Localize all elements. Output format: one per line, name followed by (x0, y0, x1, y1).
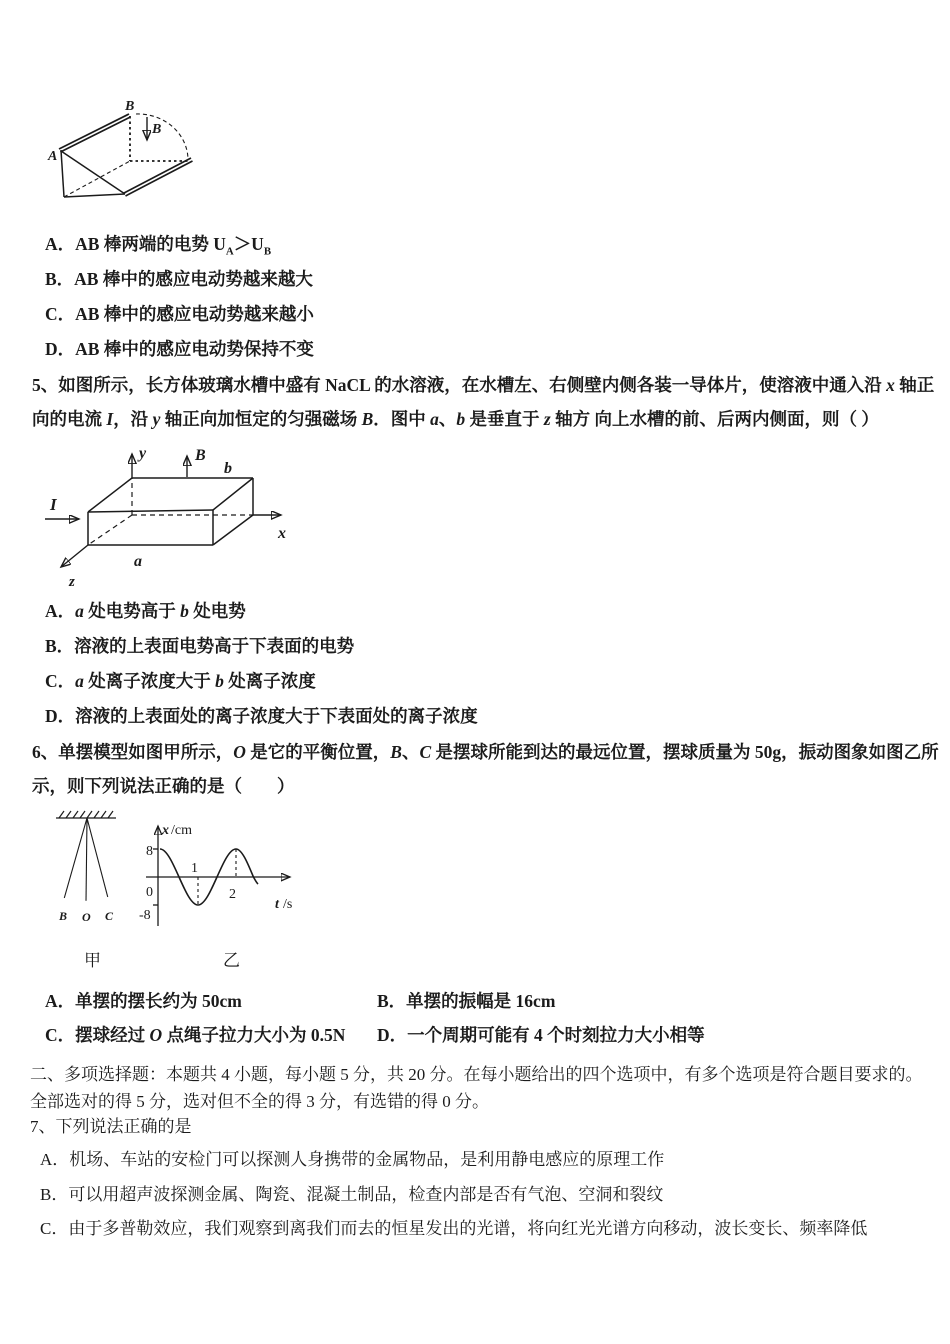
edge-a-label: a (134, 553, 142, 570)
tick-1: 1 (191, 861, 198, 876)
option-c: C．AB 棒中的感应电动势越来越小 (45, 304, 314, 324)
ball-b-label: B (59, 909, 68, 923)
question6-stem (32, 735, 939, 803)
option-d: D．一个周期可能有 4 个时刻拉力大小相等 (377, 1025, 705, 1045)
box-solid-edges (88, 478, 253, 545)
question4-options (45, 227, 314, 367)
option-d: D．AB 棒中的感应电动势保持不变 (45, 339, 314, 359)
rail-bar-flat (124, 158, 193, 196)
option-c: C．a 处离子浓度大于 b 处离子浓度 (45, 671, 316, 691)
figure-yi-label: 乙 (223, 951, 240, 970)
question5-stem (32, 368, 935, 436)
bar-end-b-label: B (125, 99, 135, 114)
option-d: D．溶液的上表面处的离子浓度大于下表面处的离子浓度 (45, 706, 478, 726)
question5-options (45, 594, 478, 734)
figure-jia-label: 甲 (84, 951, 101, 970)
rail-bar-raised (59, 114, 130, 152)
z-axis (61, 545, 88, 567)
question7-options (40, 1143, 867, 1247)
section2-line2: 全部选对的得 5 分，选对但不全的得 3 分，有选错的得 0 分。 (30, 1091, 489, 1111)
tick-2: 2 (229, 887, 236, 902)
ceiling (56, 811, 116, 818)
z-axis-label: z (69, 574, 75, 590)
question7-stem: 7、下列说法正确的是 (30, 1117, 192, 1136)
question4-rotating-bar-diagram (36, 88, 211, 213)
question5-stem-line1: 5、如图所示，长方体玻璃水槽中盛有 NaCL 的水溶液，在水槽左、右侧壁内侧各装一导体片，使溶液中通入沿 x 轴正 (32, 375, 935, 395)
hidden-dashed-edges (64, 114, 188, 197)
option-b: B．可以用超声波探测金属、陶瓷、混凝土制品，检查内部是否有气泡、空洞和裂纹 (40, 1184, 664, 1204)
question5-stem-line2: 向的电流 I，沿 y 轴正向加恒定的匀强磁场 B．图中 a、b 是垂直于 z 轴方 向上水槽的前、后两内侧面，则（ ） (32, 409, 879, 429)
option-a: A．a 处电势高于 b 处电势 (45, 601, 246, 621)
x-axis-label: x (278, 525, 286, 542)
option-c: C．由于多普勒效应，我们观察到离我们而去的恒星发出的光谱，将向红光光谱方向移动，波长变长、频率降低 (40, 1219, 868, 1238)
graph-xlabel-var: t (275, 897, 279, 912)
option-a: A．机场、车站的安检门可以探测人身携带的金属物品，是利用静电感应的原理工作 (40, 1150, 665, 1169)
ball-c-label: C (105, 909, 114, 923)
option-b: B．AB 棒中的感应电动势越来越大 (45, 269, 313, 289)
option-c: C．摆球经过 O 点绳子拉力大小为 0.5N (45, 1025, 346, 1045)
tick-0: 0 (146, 885, 153, 900)
section2-line1: 二、多项选择题：本题共 4 小题，每小题 5 分，共 20 分。在每小题给出的四个选项中，有多个选项是符合题目要求的。 (30, 1065, 923, 1084)
current-label: I (50, 495, 57, 514)
question5-tank-diagram (38, 440, 308, 590)
option-a: A．AB 棒两端的电势 $U_A>U_B$ (45, 234, 272, 258)
tick-8: 8 (146, 844, 153, 859)
ball-o-label: O (82, 910, 91, 924)
graph-ylabel-var: x (162, 823, 169, 838)
graph-ylabel-unit: /cm (171, 823, 192, 838)
option-a: A．单摆的摆长约为 50cm (45, 991, 242, 1011)
frame-solid-edges (61, 150, 125, 197)
graph-xlabel-unit: /s (283, 897, 293, 912)
question6-pendulum-and-graph (50, 808, 320, 973)
b-field-label: B (195, 447, 206, 464)
section2-header (30, 1062, 930, 1115)
y-axis-label: y (139, 445, 147, 462)
question6-stem-line2: 示，则下列说法正确的是（ ） (32, 776, 295, 796)
bar-end-a-label: A (48, 149, 58, 164)
tick-neg8: -8 (139, 908, 151, 923)
pendulum-strings (64, 818, 108, 902)
option-b: B．溶液的上表面电势高于下表面的电势 (45, 636, 355, 656)
question6-stem-line1: 6、单摆模型如图甲所示，O 是它的平衡位置，B、C 是摆球所能到达的最远位置，摆球质量为 50g，振动图象如图乙所 (32, 742, 939, 762)
edge-b-label: b (224, 460, 232, 477)
field-b-label: B (152, 122, 162, 137)
option-b: B．单摆的振幅是 16cm (377, 991, 556, 1011)
